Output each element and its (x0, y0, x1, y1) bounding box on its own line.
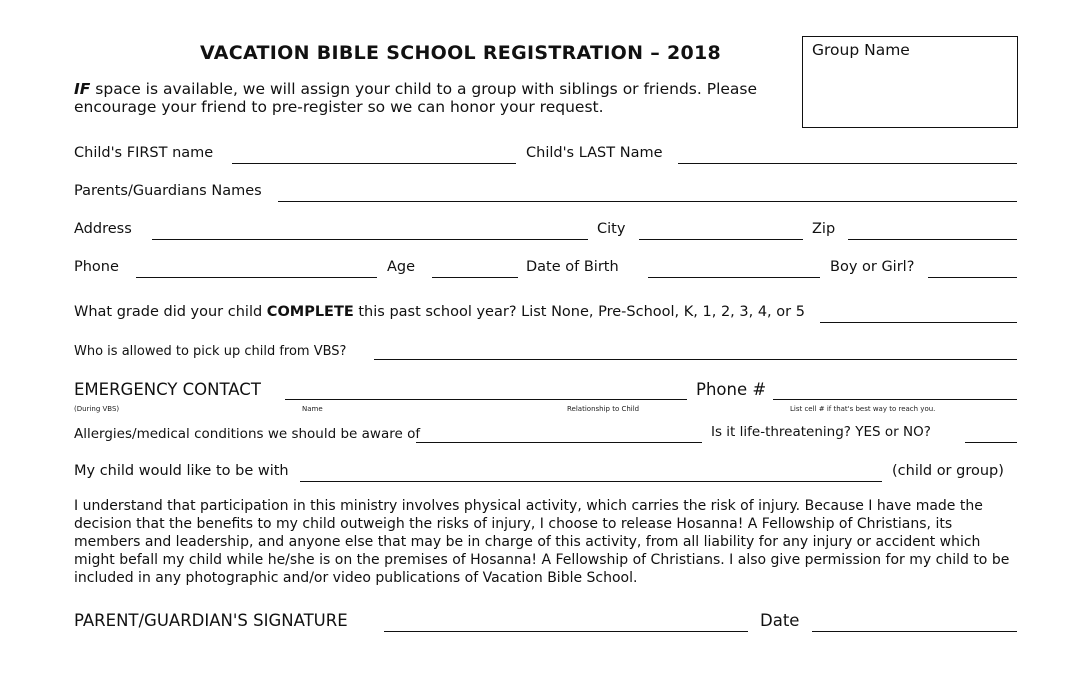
child-last-label: Child's LAST Name (526, 145, 663, 161)
grade-label (74, 304, 805, 320)
waiver-paragraph: I understand that participation in this ministry involves physical activity, which carries the risk of injury. Because I have made the decision that the benefits to my child outweigh the risks of injury, I choose to release Hosanna! A Fellowship of Christians, its members and leadership, and anyone else that may be in charge of this activity, from all liability for any injury or accident which might befall my child while he/she is on the premises of Hosanna! A Fellowship of Christians. I also give permission for my child to be included in any photographic and/or video publications of Vacation Bible School. (74, 498, 1010, 586)
signature-label: PARENT/GUARDIAN'S SIGNATURE (74, 611, 348, 630)
hint-relationship: Relationship to Child (567, 405, 640, 413)
intro-emphasis: IF (74, 80, 91, 98)
phone-field[interactable] (136, 277, 377, 278)
dob-field[interactable] (648, 277, 820, 278)
grade-field[interactable] (820, 322, 1017, 323)
grade-emphasis: COMPLETE (266, 304, 354, 320)
date-label: Date (760, 611, 800, 630)
emergency-phone-field[interactable] (773, 399, 1017, 400)
pickup-field[interactable] (374, 359, 1017, 360)
child-first-label: Child's FIRST name (74, 145, 214, 161)
child-first-field[interactable] (232, 163, 516, 164)
parents-label: Parents/Guardians Names (74, 183, 262, 199)
be-with-field[interactable] (300, 481, 882, 482)
zip-field[interactable] (848, 239, 1017, 240)
city-label: City (597, 221, 626, 237)
grade-text-pre: What grade did your child (74, 304, 267, 320)
boy-girl-label: Boy or Girl? (830, 259, 915, 275)
city-field[interactable] (639, 239, 803, 240)
form-title: VACATION BIBLE SCHOOL REGISTRATION – 2018 (200, 42, 722, 64)
be-with-label: My child would like to be with (74, 463, 289, 479)
group-name-box[interactable] (802, 36, 1018, 128)
zip-label: Zip (812, 221, 836, 237)
emergency-phone-label: Phone # (696, 380, 767, 399)
child-or-group-label: (child or group) (892, 463, 1004, 479)
address-field[interactable] (152, 239, 588, 240)
intro-text (74, 80, 794, 116)
emergency-label: EMERGENCY CONTACT (74, 380, 261, 399)
life-threatening-label: Is it life-threatening? YES or NO? (711, 424, 931, 440)
hint-cell: List cell # if that's best way to reach you. (790, 405, 936, 413)
boy-girl-field[interactable] (928, 277, 1017, 278)
emergency-name-field[interactable] (285, 399, 687, 400)
phone-label: Phone (74, 259, 119, 275)
hint-during-vbs: (During VBS) (74, 405, 120, 413)
pickup-label: Who is allowed to pick up child from VBS? (74, 344, 347, 359)
address-label: Address (74, 221, 132, 237)
age-field[interactable] (432, 277, 518, 278)
signature-field[interactable] (384, 631, 748, 632)
date-field[interactable] (812, 631, 1017, 632)
hint-name: Name (302, 405, 323, 413)
grade-text-post: this past school year? List None, Pre-School, K, 1, 2, 3, 4, or 5 (353, 304, 805, 320)
parents-field[interactable] (278, 201, 1017, 202)
child-last-field[interactable] (678, 163, 1017, 164)
life-threatening-field[interactable] (965, 442, 1017, 443)
allergies-field[interactable] (416, 442, 702, 443)
age-label: Age (387, 259, 416, 275)
intro-rest: space is available, we will assign your child to a group with siblings or friends. Please encourage your friend to pre-register so we can honor your request. (74, 80, 758, 116)
allergies-label: Allergies/medical conditions we should be aware of (74, 426, 421, 442)
group-name-label: Group Name (812, 41, 910, 59)
dob-label: Date of Birth (526, 259, 619, 275)
